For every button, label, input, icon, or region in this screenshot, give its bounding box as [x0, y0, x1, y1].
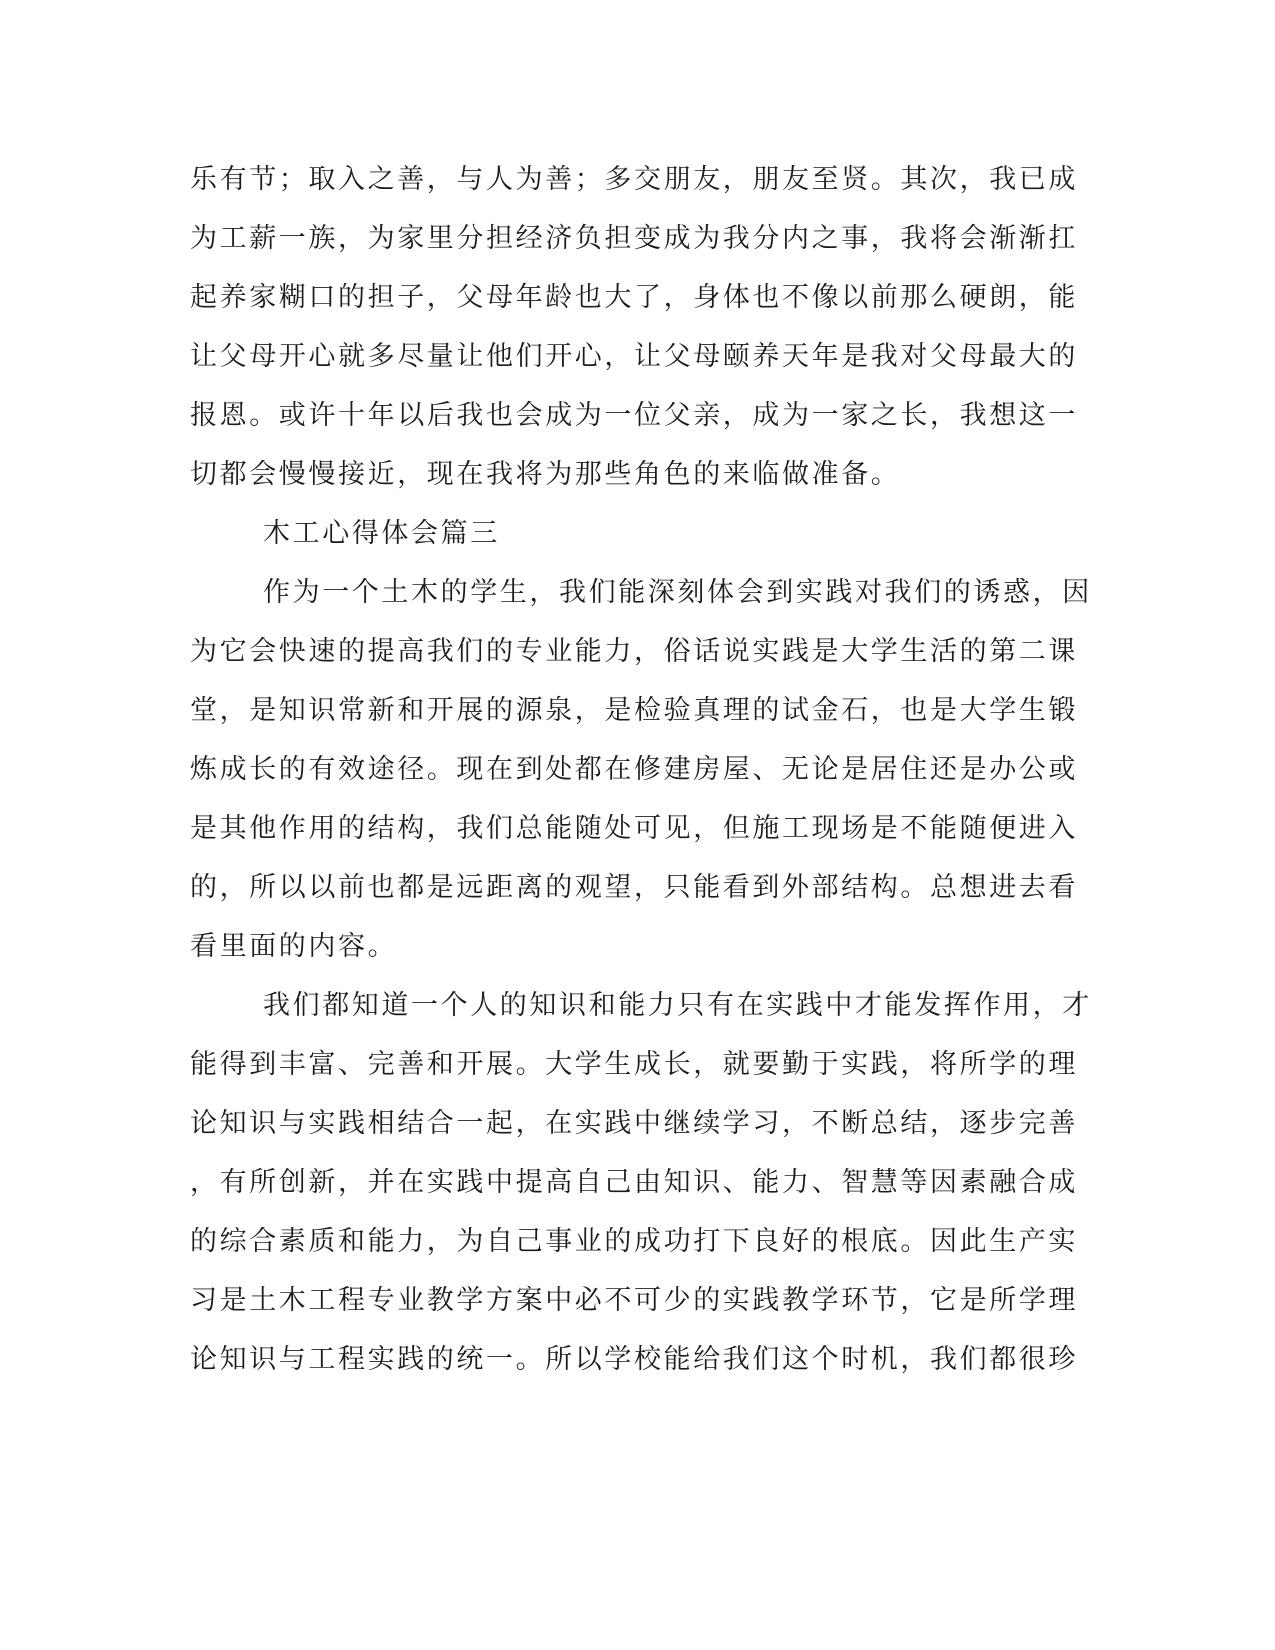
paragraph-line: 起养家糊口的担子，父母年龄也大了，身体也不像以前那么硬朗，能 [190, 282, 1078, 313]
section-heading: 木工心得体会篇三 [263, 518, 500, 549]
paragraph-line: 我们都知道一个人的知识和能力只有在实践中才能发挥作用，才 [263, 990, 1092, 1021]
paragraph-line: 能得到丰富、完善和开展。大学生成长，就要勤于实践，将所学的理 [190, 1049, 1078, 1080]
paragraph-line: 乐有节；取入之善，与人为善；多交朋友，朋友至贤。其次，我已成 [190, 164, 1078, 195]
paragraph-line: 作为一个土木的学生，我们能深刻体会到实践对我们的诱惑，因 [263, 577, 1092, 608]
paragraph-line: 看里面的内容。 [190, 931, 398, 962]
paragraph-line: 堂，是知识常新和开展的源泉，是检验真理的试金石，也是大学生锻 [190, 695, 1078, 726]
paragraph-line: 为它会快速的提高我们的专业能力，俗话说实践是大学生活的第二课 [190, 636, 1078, 667]
paragraph-line: 报恩。或许十年以后我也会成为一位父亲，成为一家之长，我想这一 [190, 400, 1078, 431]
paragraph-line: 让父母开心就多尽量让他们开心，让父母颐养天年是我对父母最大的 [190, 341, 1078, 372]
paragraph-line: 论知识与工程实践的统一。所以学校能给我们这个时机，我们都很珍 [190, 1344, 1078, 1375]
paragraph-line: 炼成长的有效途径。现在到处都在修建房屋、无论是居住还是办公或 [190, 754, 1078, 785]
paragraph-line: 为工薪一族，为家里分担经济负担变成为我分内之事，我将会渐渐扛 [190, 223, 1078, 254]
paragraph-line: 的综合素质和能力，为自己事业的成功打下良好的根底。因此生产实 [190, 1226, 1078, 1257]
paragraph-line: 是其他作用的结构，我们总能随处可见，但施工现场是不能随便进入 [190, 813, 1078, 844]
paragraph-line: 习是土木工程专业教学方案中必不可少的实践教学环节，它是所学理 [190, 1285, 1078, 1316]
paragraph-line: ，有所创新，并在实践中提高自己由知识、能力、智慧等因素融合成 [190, 1167, 1078, 1198]
paragraph-line: 论知识与实践相结合一起，在实践中继续学习，不断总结，逐步完善 [190, 1108, 1078, 1139]
paragraph-line: 切都会慢慢接近，现在我将为那些角色的来临做准备。 [190, 459, 901, 490]
paragraph-line: 的，所以以前也都是远距离的观望，只能看到外部结构。总想进去看 [190, 872, 1078, 903]
